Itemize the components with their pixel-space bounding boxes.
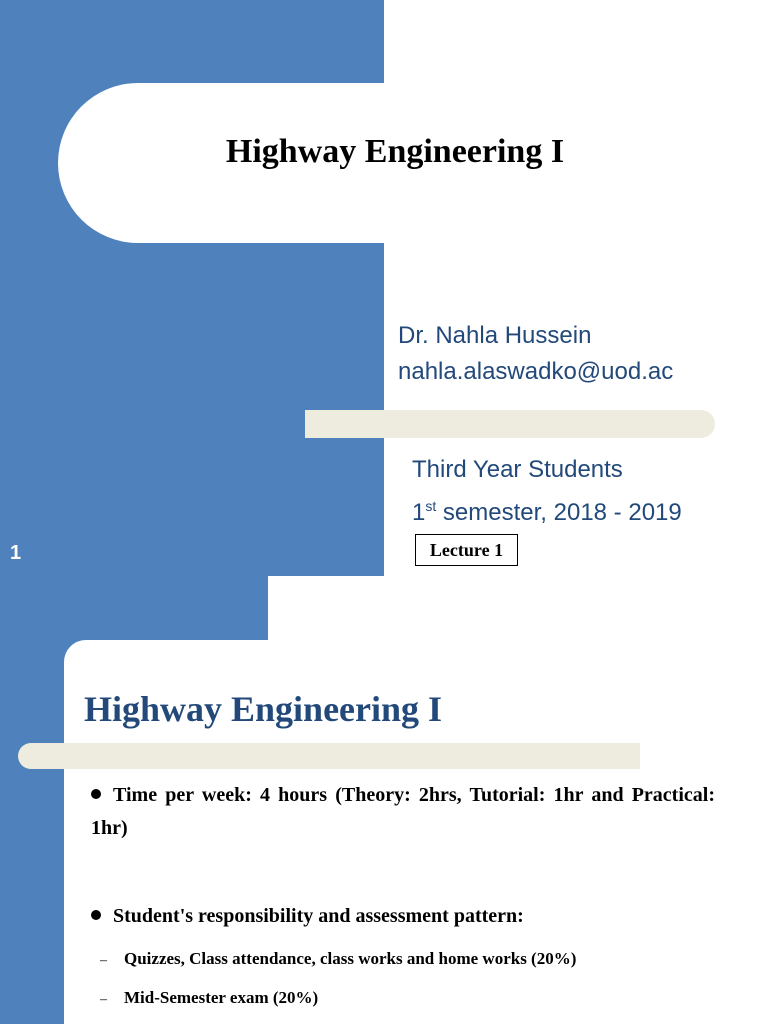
semester-text — [412, 488, 682, 531]
sub-item-midterm — [100, 988, 318, 1008]
slide-2-title: Highway Engineering I — [84, 689, 443, 729]
semester-ordinal: st — [425, 498, 437, 514]
audience-text: Third Year Students — [412, 456, 623, 483]
course-info — [412, 452, 682, 531]
dash-marker: – — [100, 953, 107, 968]
author-email: nahla.alaswadko@uod.ac — [398, 358, 674, 385]
sub-item-quizzes — [100, 949, 576, 969]
semester-number: 1 — [412, 499, 426, 526]
bullet-text: Student's responsibility and assessment pattern: — [113, 905, 524, 927]
bullet-time-per-week — [91, 779, 715, 845]
slide-number: 1 — [10, 542, 22, 564]
sub-item-text: Mid-Semester exam (20%) — [124, 988, 319, 1007]
accent-bar — [305, 410, 715, 438]
accent-bar — [18, 743, 640, 769]
bullet-dot-icon — [91, 789, 101, 799]
author-name: Dr. Nahla Hussein — [398, 322, 592, 349]
slide-1-title: Highway Engineering I — [225, 133, 565, 170]
bullet-text: Time per week: 4 hours (Theory: 2hrs, Tutorial: 1hr and Practical: 1hr) — [91, 784, 715, 839]
bullet-dot-icon — [91, 910, 101, 920]
lecture-label: Lecture 1 — [415, 534, 518, 566]
sub-item-text: Quizzes, Class attendance, class works and home works (20%) — [124, 949, 577, 968]
dash-marker: – — [100, 992, 107, 1007]
semester-years: semester, 2018 - 2019 — [436, 499, 682, 526]
bullet-assessment — [91, 902, 715, 930]
author-block — [398, 318, 673, 390]
